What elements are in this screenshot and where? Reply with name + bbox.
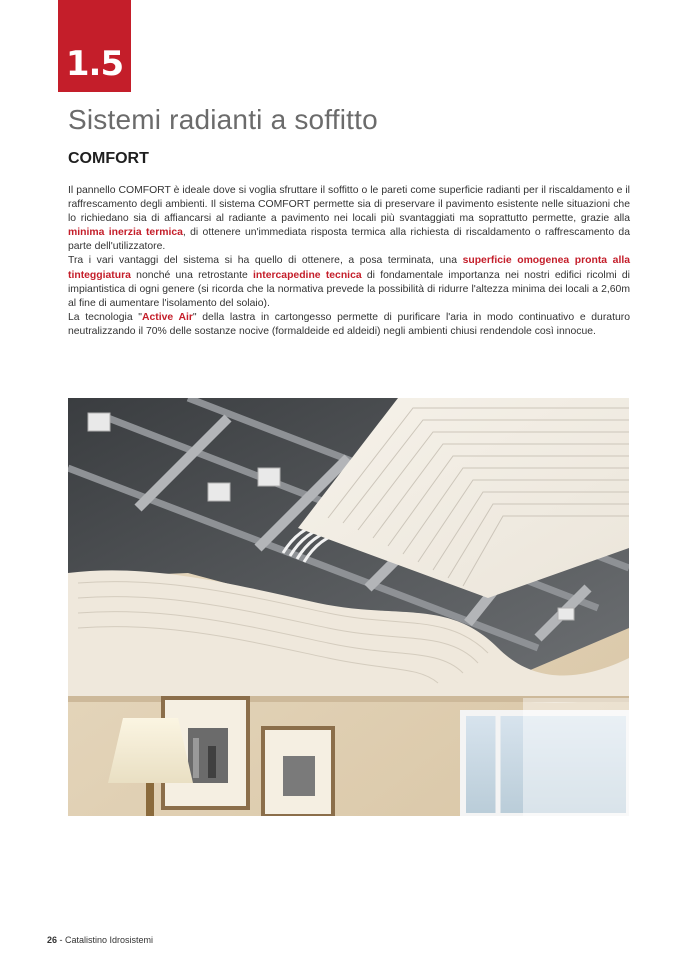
page-footer: 26 - Catalistino Idrosistemi — [47, 935, 154, 945]
catalog-name: Catalistino Idrosistemi — [65, 935, 154, 945]
description-text — [68, 184, 630, 339]
highlight-cavity: intercapedine tecnica — [253, 269, 362, 281]
paragraph-intro: Il pannello COMFORT è ideale dove si voglia sfruttare il soffitto o le pareti come superficie radianti per il riscaldamento e il raffrescamento degli ambienti. Il sistema COMFORT permette sia di preservare il pavimento esistente nelle situazioni che lo richiedano sia di affiancarsi al radiante a pavimento nei locali più svantaggiati ma soprattutto permette, grazie alla minima inerzia termica, di ottenere un'immediata risposta termica alla richiesta di riscaldamento o raffrescamento da parte dell'utilizzatore. — [68, 185, 630, 253]
section-number-badge — [58, 0, 131, 92]
ceiling-installation-photo — [68, 398, 629, 816]
highlight-surface: superficie omogenea pronta alla tinteggiatura — [68, 255, 630, 281]
page-title: Sistemi radianti a soffitto — [68, 104, 378, 135]
highlight-inertia: minima inerzia termica — [68, 227, 183, 239]
highlight-active-air: Active Air — [141, 311, 193, 323]
page-number: 26 — [47, 935, 58, 945]
section-number: 1.5 — [65, 44, 124, 84]
paragraph-active-air: La tecnologia "Active Air" della lastra in cartongesso permette di purificare l'aria in modo continuativo e duraturo neutralizzando il 70% delle sostanze nocive (formaldeide ed aldeidi) negli ambienti chiusi rendendole così innocue. — [68, 311, 630, 337]
product-subtitle: COMFORT — [68, 150, 149, 167]
paragraph-advantages: Tra i vari vantaggi del sistema si ha quello di ottenere, a posa terminata, una superficie omogenea pronta alla tinteggiatura nonché una retrostante intercapedine tecnica di fondamentale importanza nei nostri edifici ricolmi di impiantistica di ogni genere (si ricorda che la normativa prevede la possibilità di ridurre l'altezza minima dei locali a 2,60m al fine di aumentare l'isolamento del solaio). — [68, 255, 630, 309]
